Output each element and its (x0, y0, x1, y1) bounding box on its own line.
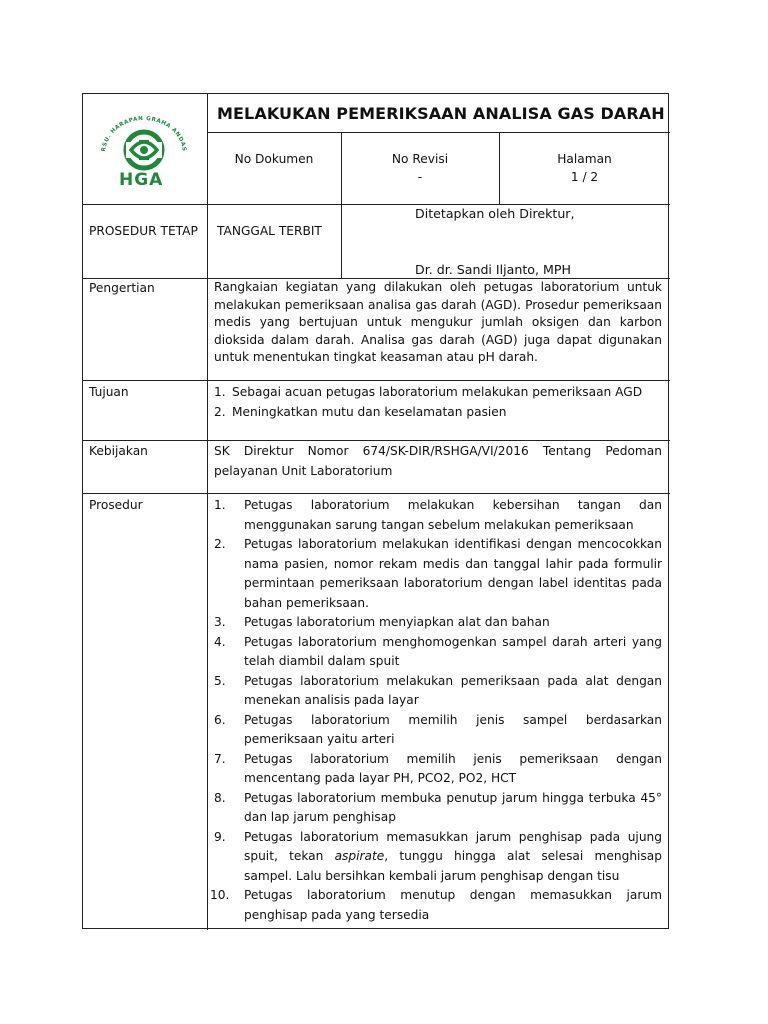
ditetapkan-text: Ditetapkan oleh Direktur, (415, 206, 575, 221)
hospital-logo (95, 112, 193, 192)
list-item: 10. Petugas laboratorium menutup dengan memasukkan jarum penghisap pada yang tersedia (210, 888, 662, 922)
logo-wordmark: HGA (119, 170, 164, 190)
pengertian-label: Pengertian (89, 281, 155, 295)
kebijakan-text: SK Direktur Nomor 674/SK-DIR/RSHGA/VI/2016 Tentang Pedoman pelayanan Unit Laboratorium (214, 444, 662, 478)
kebijakan-label: Kebijakan (89, 444, 148, 458)
rule-label-column (207, 94, 208, 930)
prosedur-tetap-label: PROSEDUR TETAP (89, 224, 198, 238)
document-title: MELAKUKAN PEMERIKSAAN ANALISA GAS DARAH (217, 104, 665, 123)
rule-title-bottom (207, 132, 670, 133)
tanggal-terbit-label: TANGGAL TERBIT (217, 224, 322, 238)
rule-kebijakan-bottom (83, 493, 670, 494)
list-item: 6. Petugas laboratorium memilih jenis sampel berdasarkan pemeriksaan yaitu arteri (214, 712, 662, 746)
no-revisi-cell (341, 150, 499, 187)
list-item: 1. Sebagai acuan petugas laboratorium melakukan pemeriksaan AGD (214, 385, 643, 399)
sop-document (82, 93, 669, 929)
tujuan-label: Tujuan (89, 385, 129, 399)
no-dokumen-label: No Dokumen (234, 152, 314, 166)
rule-tujuan-bottom (83, 440, 670, 441)
no-revisi-value: - (417, 169, 423, 184)
rule-pengertian-bottom (83, 380, 670, 381)
list-item: 9. Petugas laboratorium memasukkan jarum penghisap pada ujung spuit, tekan aspirate, tunggu hingga alat selesai menghisap sampel. Lalu bersihkan kembali jarum penghisap dengan tisu (214, 829, 662, 883)
no-revisi-label: No Revisi (391, 152, 449, 166)
list-item: 3. Petugas laboratorium menyiapkan alat dan bahan (214, 615, 550, 629)
list-item: 2. Petugas laboratorium melakukan identifikasi dengan mencocokkan nama pasien, nomor rekam medis dan tanggal lahir pada formulir permintaan pemeriksaan laboratorium dengan label identitas pada bahan pemeriksaan. (214, 537, 662, 610)
list-item: 5. Petugas laboratorium melakukan pemeriksaan pada alat dengan menekan analisis pada layar (214, 673, 662, 707)
tujuan-list (210, 383, 662, 422)
list-item: 2. Meningkatkan mutu dan keselamatan pasien (214, 404, 507, 419)
direktur-name: Dr. dr. Sandi Iljanto, MPH (415, 262, 571, 277)
logo-emblem-icon (95, 112, 193, 174)
halaman-cell (499, 150, 670, 187)
list-item: 1. Petugas laboratorium melakukan kebersihan tangan dan menggunakan sarung tangan sebelum melakukan pemeriksaan (214, 498, 662, 532)
halaman-label: Halaman (557, 152, 612, 166)
rule-header-bottom (83, 204, 670, 205)
list-item: 7. Petugas laboratorium memilih jenis pemeriksaan dengan mencentang pada layar PH, PCO2, PO2, HCT (214, 751, 662, 785)
list-item: 4. Petugas laboratorium menghomogenkan sampel darah arteri yang telah diambil dalam spuit (214, 634, 662, 668)
list-item: 8. Petugas laboratorium membuka penutup jarum hingga terbuka 45° dan lap jarum penghisap (214, 790, 662, 824)
halaman-value: 1 / 2 (570, 169, 599, 184)
svg-text:RSU. HARAPAN GRAHA ANDAS: RSU. HARAPAN GRAHA ANDAS (101, 115, 187, 153)
pengertian-text: Rangkaian kegiatan yang dilakukan oleh petugas laboratorium untuk melakukan pemeriksaan analisa gas darah (AGD). Prosedur pemeriksaan medis yang bertujuan untuk mengukur jumlah oksigen dan karbon dioksida dalam darah. Analisa gas darah (AGD) juga dapat digunakan untuk menentukan tingkat keasaman atau pH darah. (214, 280, 662, 364)
prosedur-list (210, 496, 662, 925)
prosedur-label: Prosedur (89, 498, 143, 512)
